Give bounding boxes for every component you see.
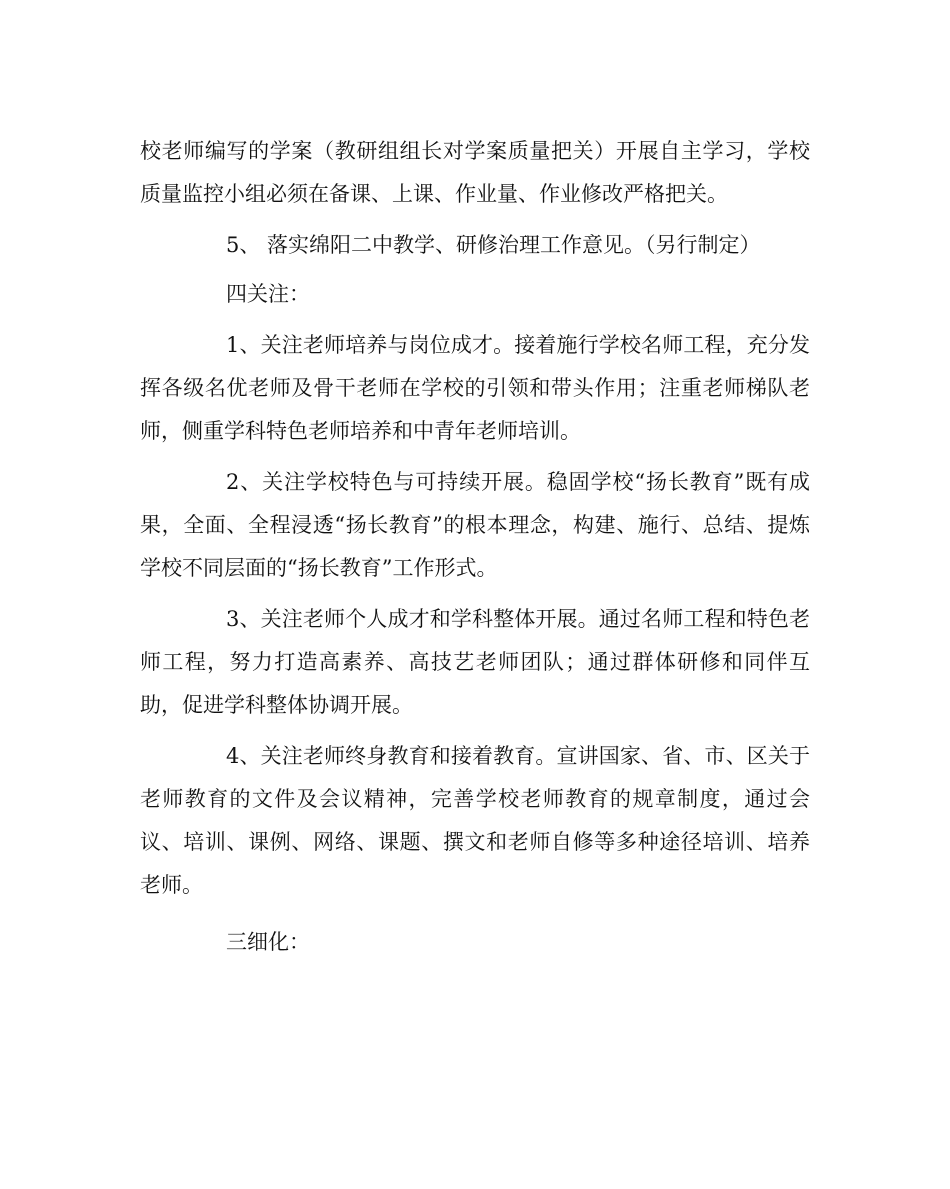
section-heading-three-refine: 三细化： — [226, 930, 310, 954]
document-body — [140, 130, 810, 964]
paragraph-focus-4: 4、关注老师终身教育和接着教育。宣讲国家、省、市、区关于老师教育的文件及会议精神，完善学校老师教育的规章制度，通过会议、培训、课例、网络、课题、撰文和老师自修等多种途径培训、培养老师。 — [140, 744, 810, 897]
paragraph-focus-1: 1、关注老师培养与岗位成才。接着施行学校名师工程，充分发挥各级名优老师及骨干老师在学校的引领和带头作用；注重老师梯队老师，侧重学科特色老师培养和中青年老师培训。 — [140, 333, 810, 443]
section-heading-four-focus: 四关注： — [226, 282, 310, 306]
paragraph-item-5: 5、 落实绵阳二中教学、研修治理工作意见。（另行制定） — [226, 233, 761, 257]
paragraph-focus-3: 3、关注老师个人成才和学科整体开展。通过名师工程和特色老师工程，努力打造高素养、高技艺老师团队；通过群体研修和同伴互助，促进学科整体协调开展。 — [140, 607, 810, 717]
paragraph-focus-2: 2、关注学校特色与可持续开展。稳固学校“扬长教育”既有成果，全面、全程浸透“扬长教育”的根本理念，构建、施行、总结、提炼学校不同层面的“扬长教育”工作形式。 — [140, 470, 810, 580]
paragraph-continuation: 校老师编写的学案（教研组组长对学案质量把关）开展自主学习，学校质量监控小组必须在备课、上课、作业量、作业修改严格把关。 — [140, 139, 810, 206]
